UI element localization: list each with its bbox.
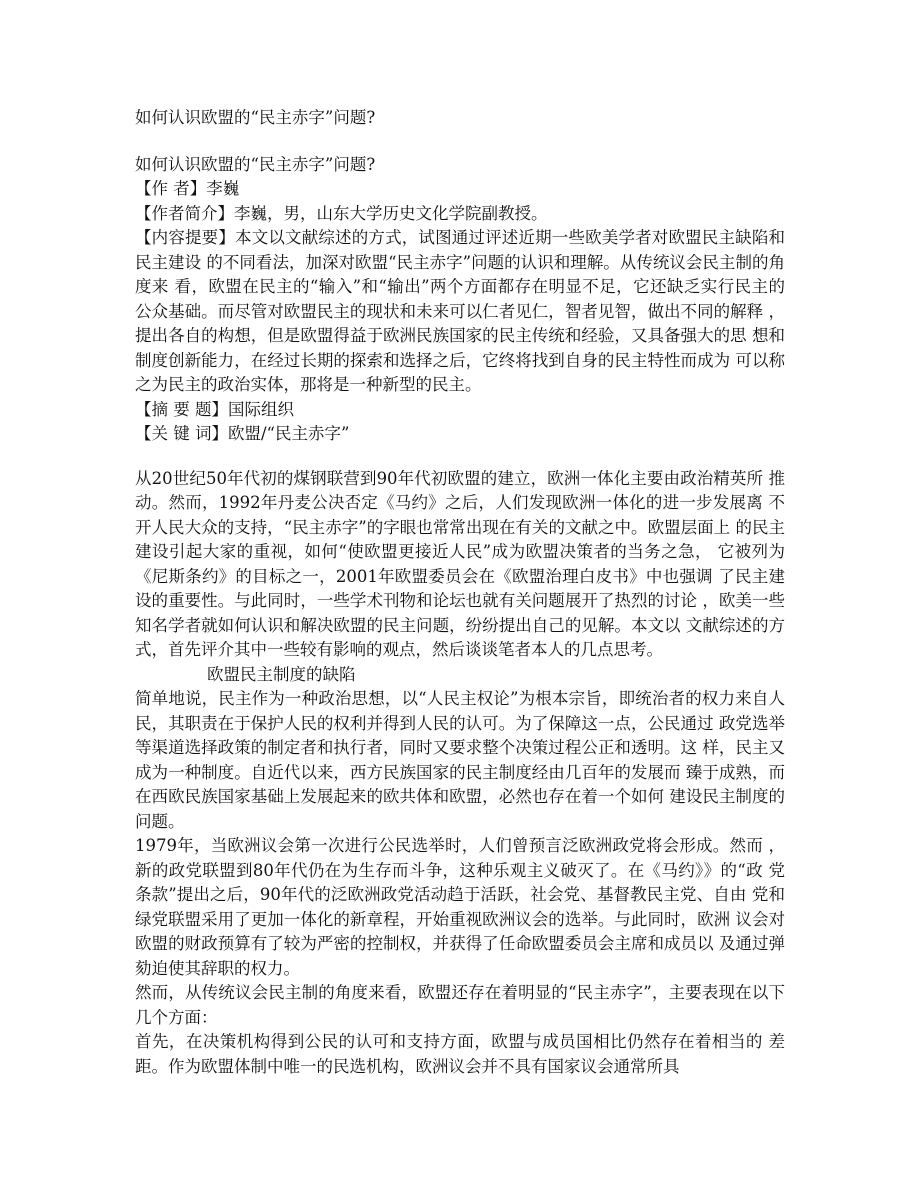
author-bio-line: 【作者简介】李巍，男，山东大学历史文化学院副教授。	[135, 203, 548, 223]
article-title: 如何认识欧盟的“民主赤字”问题?	[135, 154, 376, 174]
body-paragraph: 简单地说，民主作为一种政治思想，以“人民主权论”为根本宗旨，即统治者的权力来自人民，其职责在于保护人民的权利并得到人民的认可。为了保障这一点，公民通过 政党选举等渠道选择政策的制定者和执行者，同时又要求整个决策过程公正和透明。这 样，民主又成为一种制度。自近代以来，西方民族国家的民主制度经由几百年的发展而 臻于成熟，而在西欧民族国家基础上发展起来的欧共体和欧盟，必然也存在着一个如何 建设民主制度的问题。	[135, 689, 785, 831]
body-paragraph: 从20世纪50年代初的煤钢联营到90年代初欧盟的建立，欧洲一体化主要由政治精英所 推动。然而，1992年丹麦公决否定《马约》之后，人们发现欧洲一体化的进一步发展离 不开人民大众的支持，“民主赤字”的字眼也常常出现在有关的文献之中。欧盟层面上 的民主建设引起大家的重视，如何“使欧盟更接近人民”成为欧盟决策者的当务之急， 它被列为《尼斯条约》的目标之一，2001年欧盟委员会在《欧盟治理白皮书》中也强调 了民主建设的重要性。与此同时，一些学术刊物和论坛也就有关问题展开了热烈的讨论 ，欧美一些知名学者就如何认识和解决欧盟的民主问题，纷纷提出自己的见解。本文以 文献综述的方式，首先评介其中一些较有影响的观点，然后谈谈笔者本人的几点思考。	[135, 468, 785, 659]
document-top-title: 如何认识欧盟的“民主赤字”问题?	[135, 108, 376, 127]
spacer	[135, 447, 785, 467]
section-heading: 欧盟民主制度的缺陷	[207, 664, 356, 684]
document-page	[135, 106, 785, 1079]
body-paragraph: 1979年，当欧洲议会第一次进行公民选举时，人们曾预言泛欧洲政党将会形成。然而 ，新的政党联盟到80年代仍在为生存而斗争，这种乐观主义破灭了。在《马约》》的“政 党条款”提出之后，90年代的泛欧洲政党活动趋于活跃，社会党、基督教民主党、自由 党和绿党联盟采用了更加一体化的新章程，开始重视欧洲议会的选举。与此同时，欧洲 议会对欧盟的财政预算有了较为严密的控制权，并获得了任命欧盟委员会主席和成员以 及通过弹劾迫使其辞职的权力。	[135, 836, 785, 978]
body-paragraph: 然而，从传统议会民主制的角度来看，欧盟还存在着明显的“民主赤字”，主要表现在以下几个方面：	[135, 983, 785, 1027]
spacer	[135, 131, 785, 153]
author-line: 【作 者】李巍	[135, 179, 240, 198]
subject-line: 【摘 要 题】国际组织	[135, 399, 294, 419]
abstract-paragraph: 【内容提要】本文以文献综述的方式，试图通过评述近期一些欧美学者对欧盟民主缺陷和民主建设 的不同看法，加深对欧盟“民主赤字”问题的认识和理解。从传统议会民主制的角度来 看，欧盟在民主的“输入”和“输出”两个方面都存在明显不足，它还缺乏实行民主的 公众基础。而尽管对欧盟民主的现状和未来可以仁者见仁，智者见智，做出不同的解释 ，提出各自的构想，但是欧盟得益于欧洲民族国家的民主传统和经验，又具备强大的思 想和制度创新能力，在经过长期的探索和选择之后，它终将找到自身的民主特性而成为 可以称之为民主的政治实体，那将是一种新型的民主。	[135, 228, 785, 394]
body-paragraph: 首先，在决策机构得到公民的认可和支持方面，欧盟与成员国相比仍然存在着相当的 差距。作为欧盟体制中唯一的民选机构，欧洲议会并不具有国家议会通常所具	[135, 1032, 785, 1076]
keywords-line: 【关 键 词】欧盟/“民主赤字”	[135, 424, 350, 443]
